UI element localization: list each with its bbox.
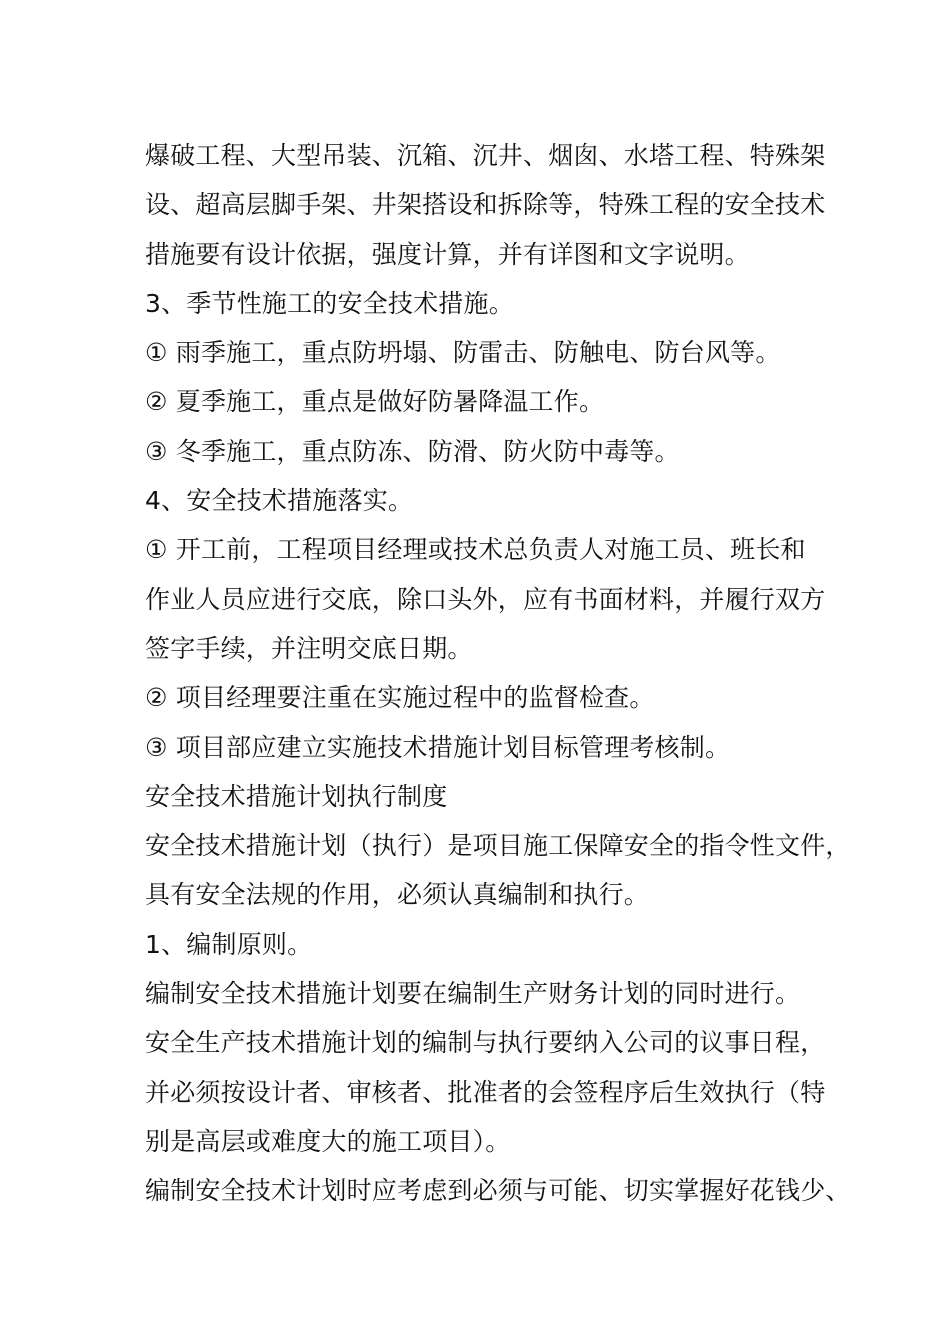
text-line: 别是高层或难度大的施工项目）。 — [145, 1126, 511, 1156]
text-line: 设、超高层脚手架、井架搭设和拆除等，特殊工程的安全技术 — [145, 190, 826, 220]
text-line: 安全技术措施计划（执行）是项目施工保障安全的指令性文件， — [145, 831, 851, 861]
section-title: 安全技术措施计划执行制度 — [145, 781, 448, 811]
text-line: 编制安全技术计划时应考虑到必须与可能、切实掌握好花钱少、 — [145, 1176, 851, 1206]
document-body — [145, 131, 865, 1216]
section-heading: 3、季节性施工的安全技术措施。 — [145, 288, 514, 318]
text-line: 安全生产技术措施计划的编制与执行要纳入公司的议事日程， — [145, 1028, 826, 1058]
text-line: 爆破工程、大型吊装、沉箱、沉井、烟囱、水塔工程、特殊架 — [145, 141, 826, 170]
text-line: 措施要有设计依据，强度计算，并有详图和文字说明。 — [145, 239, 750, 269]
list-item: ① 开工前，工程项目经理或技术总负责人对施工员、班长和 — [145, 535, 806, 565]
text-line: 签字手续，并注明交底日期。 — [145, 633, 473, 663]
text-line: 并必须按设计者、审核者、批准者的会签程序后生效执行（特 — [145, 1077, 826, 1107]
list-item: ② 项目经理要注重在实施过程中的监督检查。 — [145, 683, 655, 713]
section-heading: 1、编制原则。 — [145, 929, 313, 959]
text-line: 编制安全技术措施计划要在编制生产财务计划的同时进行。 — [145, 979, 801, 1009]
section-heading: 4、安全技术措施落实。 — [145, 486, 414, 516]
list-item: ③ 项目部应建立实施技术措施计划目标管理考核制。 — [145, 732, 731, 762]
text-line: 作业人员应进行交底，除口头外，应有书面材料，并履行双方 — [145, 584, 826, 614]
text-line: 具有安全法规的作用，必须认真编制和执行。 — [145, 880, 650, 910]
list-item: ① 雨季施工，重点防坍塌、防雷击、防触电、防台风等。 — [145, 338, 781, 368]
list-item: ③ 冬季施工，重点防冻、防滑、防火防中毒等。 — [145, 436, 680, 466]
list-item: ② 夏季施工，重点是做好防暑降温工作。 — [145, 387, 605, 417]
